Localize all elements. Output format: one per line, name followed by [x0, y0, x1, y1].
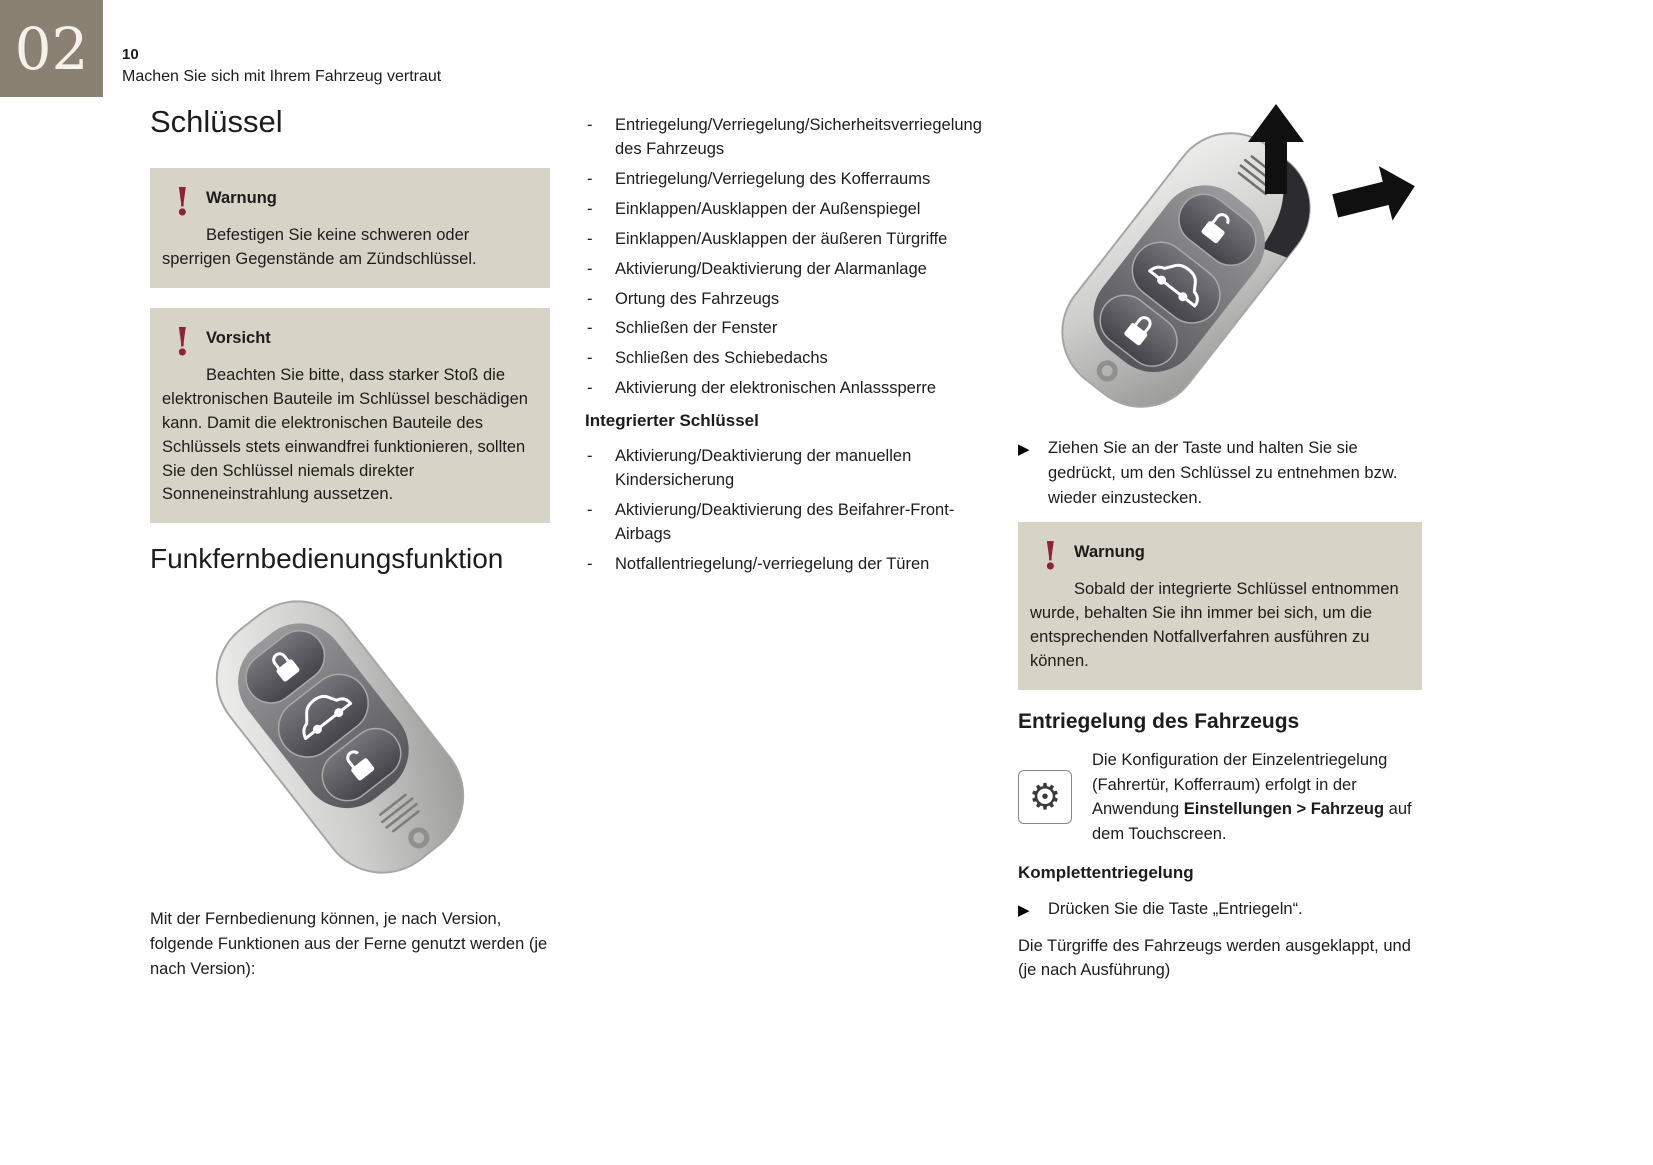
- list-item: [585, 347, 979, 371]
- chapter-number: 02: [14, 14, 89, 83]
- list-item: [585, 288, 979, 312]
- column-middle: [585, 114, 982, 583]
- arrow-bullet-icon: ▶: [1018, 901, 1030, 919]
- list-item: [585, 317, 979, 341]
- list-item: [585, 228, 979, 252]
- list-item: [585, 499, 979, 547]
- list-item: [585, 168, 979, 192]
- list-item-text: Notfallentriegelung/-verriegelung der Türen: [615, 554, 930, 573]
- warning-text: Sobald der integrierte Schlüssel entnommen wurde, behalten Sie ihn immer bei sich, um die entsprechenden Notfallverfahren ausführen zu können.: [1030, 580, 1399, 671]
- list-item: [585, 198, 979, 222]
- unlock-instruction-text: Drücken Sie die Taste „Entriegeln“.: [1048, 899, 1303, 918]
- list-item-text: Schließen der Fenster: [615, 319, 778, 338]
- warning-box: [150, 168, 550, 288]
- list-item-text: Entriegelung/Verriegelung des Kofferraums: [615, 169, 931, 188]
- dash-bullet: -: [587, 379, 593, 398]
- list-item: [585, 114, 982, 162]
- dash-bullet: -: [587, 349, 593, 368]
- warning-text: Befestigen Sie keine schweren oder sperrigen Gegenstände am Zündschlüssel.: [162, 226, 477, 268]
- remote-functions-list: [585, 114, 982, 401]
- column-left: [150, 104, 550, 982]
- page-number: 10: [122, 46, 139, 63]
- chapter-number-tab: [0, 0, 103, 97]
- arrow-bullet-icon: ▶: [1018, 441, 1030, 458]
- section-title-remote-function: Funkfernbedienungsfunktion: [150, 543, 504, 575]
- list-item-text: Aktivierung/Deaktivierung der Alarmanlage: [615, 259, 927, 278]
- dash-bullet: -: [587, 447, 593, 466]
- section-title-keys: Schlüssel: [150, 104, 283, 139]
- list-item: [585, 258, 979, 282]
- warning-exclamation-icon: !: [174, 179, 191, 224]
- remote-key-image: [150, 585, 550, 897]
- configuration-text-part: auf dem Touchscreen.: [1092, 800, 1412, 844]
- warning-exclamation-icon: !: [1042, 533, 1059, 579]
- list-item: [585, 445, 979, 493]
- dash-bullet: -: [587, 319, 593, 338]
- list-item-text: Einklappen/Ausklappen der äußeren Türgriffe: [615, 229, 948, 248]
- arrow-right-icon: [1328, 159, 1418, 233]
- list-item-text: Aktivierung/Deaktivierung der manuellen Kindersicherung: [615, 447, 912, 490]
- dash-bullet: -: [587, 259, 593, 278]
- dash-bullet: -: [587, 199, 593, 218]
- list-item-text: Ortung des Fahrzeugs: [615, 289, 780, 308]
- remote-intro-text: Mit der Fernbedienung können, je nach Version, folgende Funktionen aus der Ferne genutzt werden (je nach Version):: [150, 910, 548, 978]
- section-title-unlocking: Entriegelung des Fahrzeugs: [1018, 709, 1300, 733]
- configuration-text: [1092, 748, 1422, 847]
- column-right: [1018, 100, 1422, 983]
- list-item-text: Schließen des Schiebedachs: [615, 349, 828, 368]
- list-item-text: Entriegelung/Verriegelung/Sicherheitsverriegelung des Fahrzeugs: [615, 116, 982, 158]
- dash-bullet: -: [587, 289, 593, 308]
- settings-gear-icon: ⚙: [1018, 770, 1072, 824]
- integrated-functions-list: [585, 445, 979, 577]
- list-item: [585, 553, 979, 577]
- warning-title: Warnung: [1074, 543, 1145, 562]
- caution-text: Beachten Sie bitte, dass starker Stoß die elektronischen Bauteile im Schlüssel beschädigen kann. Damit die elektronischen Bauteile des Schlüssels stets einwandfrei funktionieren, sollten Sie den Schlüssel niemals direkter Sonneneinstrahlung aussetzen.: [162, 365, 528, 504]
- caution-title: Vorsicht: [206, 328, 271, 347]
- caution-box: [150, 308, 550, 524]
- dash-bullet: -: [587, 501, 593, 520]
- unlock-result-text: Die Türgriffe des Fahrzeugs werden ausgeklappt, und (je nach Ausführung): [1018, 936, 1411, 980]
- dash-bullet: -: [587, 229, 593, 248]
- list-item-text: Aktivierung der elektronischen Anlasssperre: [615, 379, 937, 398]
- warning-box-integrated-key: [1018, 522, 1422, 690]
- dash-bullet: -: [587, 554, 593, 573]
- configuration-text-bold: Einstellungen > Fahrzeug: [1183, 800, 1385, 819]
- remote-key-fob-illustration: [150, 585, 530, 897]
- configuration-note: [1018, 748, 1422, 847]
- list-item-text: Einklappen/Ausklappen der Außenspiegel: [615, 199, 921, 218]
- page-header: [122, 46, 441, 86]
- list-item-text: Aktivierung/Deaktivierung des Beifahrer-Front-Airbags: [615, 501, 955, 543]
- dash-bullet: -: [587, 169, 593, 188]
- complete-unlock-subheading: Komplettentriegelung: [1018, 862, 1194, 882]
- key-removal-instruction: [1018, 436, 1422, 510]
- integrated-key-fob-illustration: [1018, 100, 1418, 410]
- chapter-title: Machen Sie sich mit Ihrem Fahrzeug vertraut: [122, 68, 442, 85]
- warning-title: Warnung: [206, 189, 277, 207]
- integrated-key-image: [1018, 100, 1422, 410]
- integrated-key-subheading: Integrierter Schlüssel: [585, 411, 759, 431]
- configuration-text-part: Die Konfiguration der Einzelentriegelung (Fahrertür, Kofferraum) erfolgt in der Anwendung: [1092, 750, 1388, 819]
- dash-bullet: -: [587, 116, 593, 134]
- caution-exclamation-icon: !: [174, 318, 191, 364]
- unlock-instruction: [1018, 897, 1422, 922]
- list-item: [585, 377, 979, 401]
- key-removal-instruction-text: Ziehen Sie an der Taste und halten Sie sie gedrückt, um den Schlüssel zu entnehmen bzw. wieder einzustecken.: [1048, 439, 1398, 507]
